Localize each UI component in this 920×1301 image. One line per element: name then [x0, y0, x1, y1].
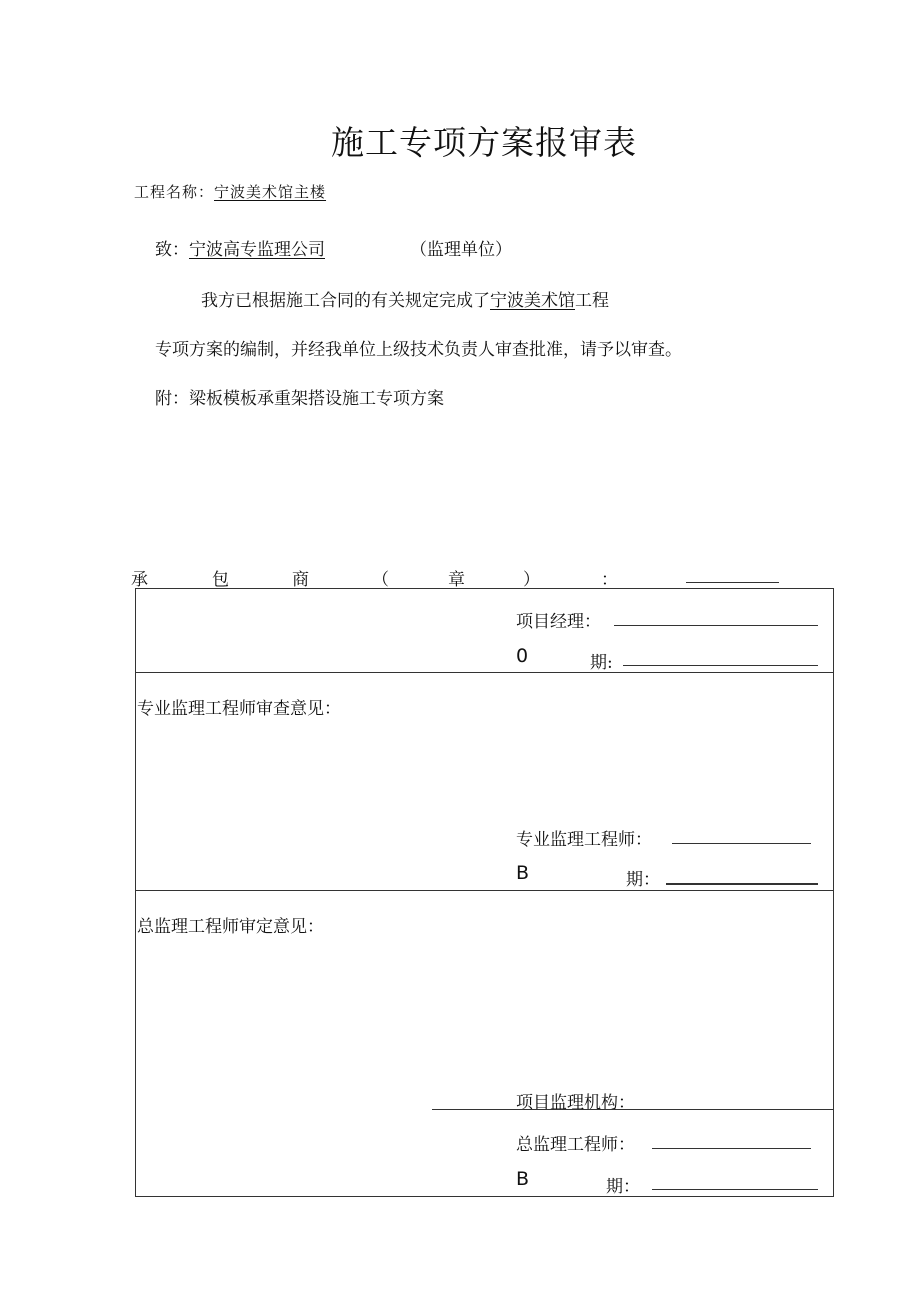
supervision-org-line	[432, 1109, 834, 1110]
contractor-char-4: （	[372, 570, 389, 590]
addressee-value: 宁波高专监理公司	[189, 240, 325, 260]
manager-signature-line	[614, 625, 818, 626]
specialist-engineer-label: 专业监理工程师：	[516, 830, 652, 850]
chief-date-prefix: B	[516, 1168, 530, 1190]
contractor-char-7: ：	[601, 570, 618, 590]
chief-review-heading: 总监理工程师审定意见：	[137, 917, 324, 937]
chief-date-label: 期：	[606, 1177, 640, 1197]
manager-label: 项目经理：	[516, 612, 601, 632]
specialist-date-prefix: B	[516, 862, 530, 884]
project-name-label: 工程名称：	[134, 183, 215, 201]
supervision-org-label: 项目监理机构：	[516, 1093, 635, 1113]
manager-date-line	[623, 665, 818, 666]
body-line-1	[201, 286, 609, 311]
specialist-signature-line	[672, 843, 811, 844]
contractor-char-2: 包	[212, 570, 229, 590]
chief-engineer-label: 总监理工程师：	[516, 1135, 635, 1155]
body-line-1-project: 宁波美术馆	[490, 291, 575, 311]
chief-date-line	[652, 1189, 818, 1190]
contractor-char-1: 承	[131, 570, 148, 590]
specialist-review-heading: 专业监理工程师审查意见：	[137, 699, 341, 719]
body-line-1-pre: 我方已根据施工合同的有关规定完成了	[201, 291, 490, 311]
body-line-2: 专项方案的编制，并经我单位上级技术负责人审查批准，请予以审查。	[155, 340, 682, 360]
contractor-char-5: 章	[448, 570, 465, 590]
attachment-line: 附：梁板模板承重架搭设施工专项方案	[155, 389, 444, 409]
manager-date-prefix: 0	[516, 645, 529, 667]
addressee-note: （监理单位）	[410, 240, 512, 260]
contractor-seal-line	[686, 582, 779, 583]
project-name-row	[134, 181, 326, 202]
specialist-date-line	[666, 883, 818, 885]
form-title: 施工专项方案报审表	[331, 123, 637, 162]
section-manager	[135, 588, 834, 673]
addressee-row	[155, 235, 325, 260]
addressee-prefix: 致：	[155, 240, 189, 260]
project-name-value: 宁波美术馆主楼	[214, 183, 327, 201]
chief-signature-line	[652, 1148, 811, 1149]
contractor-char-3: 商	[292, 570, 309, 590]
specialist-date-label: 期：	[626, 870, 660, 890]
body-line-1-post: 工程	[575, 291, 609, 311]
contractor-char-6: ）	[523, 570, 540, 590]
manager-date-label: 期:	[590, 653, 613, 673]
